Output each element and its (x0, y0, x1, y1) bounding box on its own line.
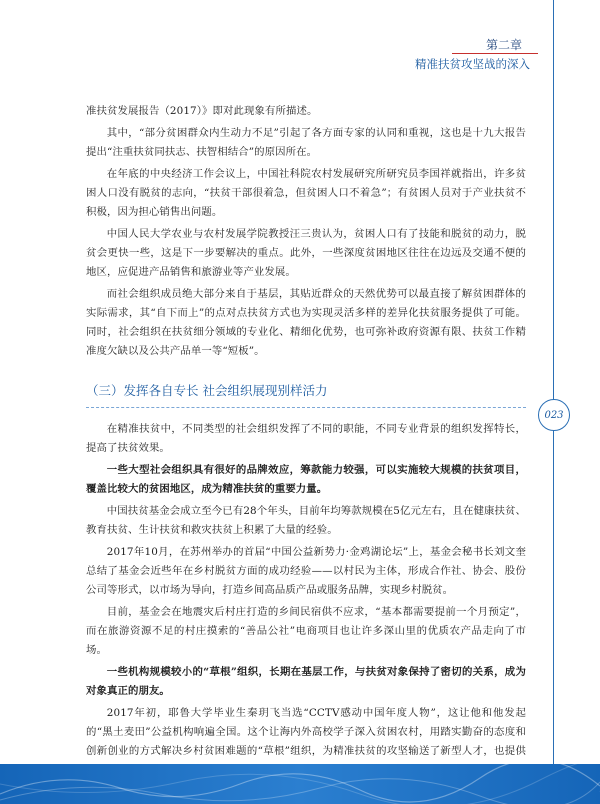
section-heading: （三）发挥各自专长 社会组织展现别样活力 (86, 381, 526, 408)
chapter-divider (452, 53, 538, 54)
paragraph: 中国扶贫基金会成立至今已有28个年头，目前年均筹款规模在5亿元左右，且在健康扶贫、教育扶贫、生计扶贫和救灾扶贫上积累了大量的经验。 (86, 505, 526, 536)
paragraph: 在年底的中央经济工作会议上，中国社科院农村发展研究所研究员李国祥就指出，许多贫困人口没有脱贫的志向，“扶贫干部很着急，但贫困人口不着急”；有贫困人员对于产业扶贫不积极，因为担心销售出问题。 (86, 168, 526, 218)
page-number: 023 (544, 409, 564, 421)
footer-wave-pattern (0, 764, 600, 804)
page-number-badge (538, 399, 570, 431)
bold-paragraph: 一些大型社会组织具有很好的品牌效应，筹款能力较强，可以实施较大规模的扶贫项目，覆盖比较大的贫困地区，成为精准扶贫的重要力量。 (86, 464, 526, 495)
paragraph: 在精准扶贫中，不同类型的社会组织发挥了不同的职能，不同专业背景的组织发挥特长，提高了扶贫效果。 (86, 423, 526, 454)
footer-band (0, 764, 600, 804)
page-margin-rule (553, 0, 554, 764)
bold-paragraph: 一些机构规模较小的“草根”组织，长期在基层工作，与扶贫对象保持了密切的关系，成为对象真正的朋友。 (86, 666, 526, 697)
chapter-title: 精准扶贫攻坚战的深入 (415, 57, 530, 71)
paragraph: 2017年初，耶鲁大学毕业生秦玥飞当选“CCTV感动中国年度人物”，这让他和他发起的“黑土麦田”公益机构响遍全国。这个让海内外高校学子深入贫困农村，用踏实勤奋的态度和创新创业的方式解决乡村贫困难题的“草根”组织，为精准扶贫的攻坚输送了新型人才，也提供 (86, 707, 526, 757)
body-text (86, 102, 526, 783)
paragraph: 其中，“部分贫困群众内生动力不足”引起了各方面专家的认同和重视，这也是十九大报告提出“注重扶贫同扶志、扶智相结合”的原因所在。 (86, 127, 526, 158)
paragraph: 而社会组织成员绝大部分来自于基层，其贴近群众的天然优势可以最直接了解贫困群体的实际需求，其“自下而上”的点对点扶贫方式也为实现灵活多样的差异化扶贫服务提供了可能。同时，社会组织在扶贫细分领域的专业化、精细化优势，也可弥补政府资源有限、扶贫工作精准度欠缺以及公共产品单一等“短板”。 (86, 288, 526, 357)
paragraph: 准扶贫发展报告（2017）》即对此现象有所描述。 (86, 105, 318, 117)
paragraph: 目前，基金会在地震灾后村庄打造的乡间民宿供不应求，“基本都需要提前一个月预定”，而在旅游资源不足的村庄摸索的“善品公社”电商项目也让许多深山里的优质农产品走向了市场。 (86, 606, 526, 656)
paragraph: 2017年10月，在苏州举办的首届“中国公益新势力·金鸡湖论坛”上，基金会秘书长刘文奎总结了基金会近些年在乡村脱贫方面的成功经验——以村民为主体，形成合作社、协会、股份公司等形式，以市场为导向，打造乡间高品质产品或服务品牌，实现乡村脱贫。 (86, 546, 526, 596)
chapter-number: 第二章 (485, 38, 522, 52)
paragraph: 中国人民大学农业与农村发展学院教授汪三贵认为，贫困人口有了技能和脱贫的动力，脱贫会更快一些，这是下一步要解决的重点。此外，一些深度贫困地区往往在边远及交通不便的地区，应促进产品销售和旅游业等产业发展。 (86, 228, 526, 278)
